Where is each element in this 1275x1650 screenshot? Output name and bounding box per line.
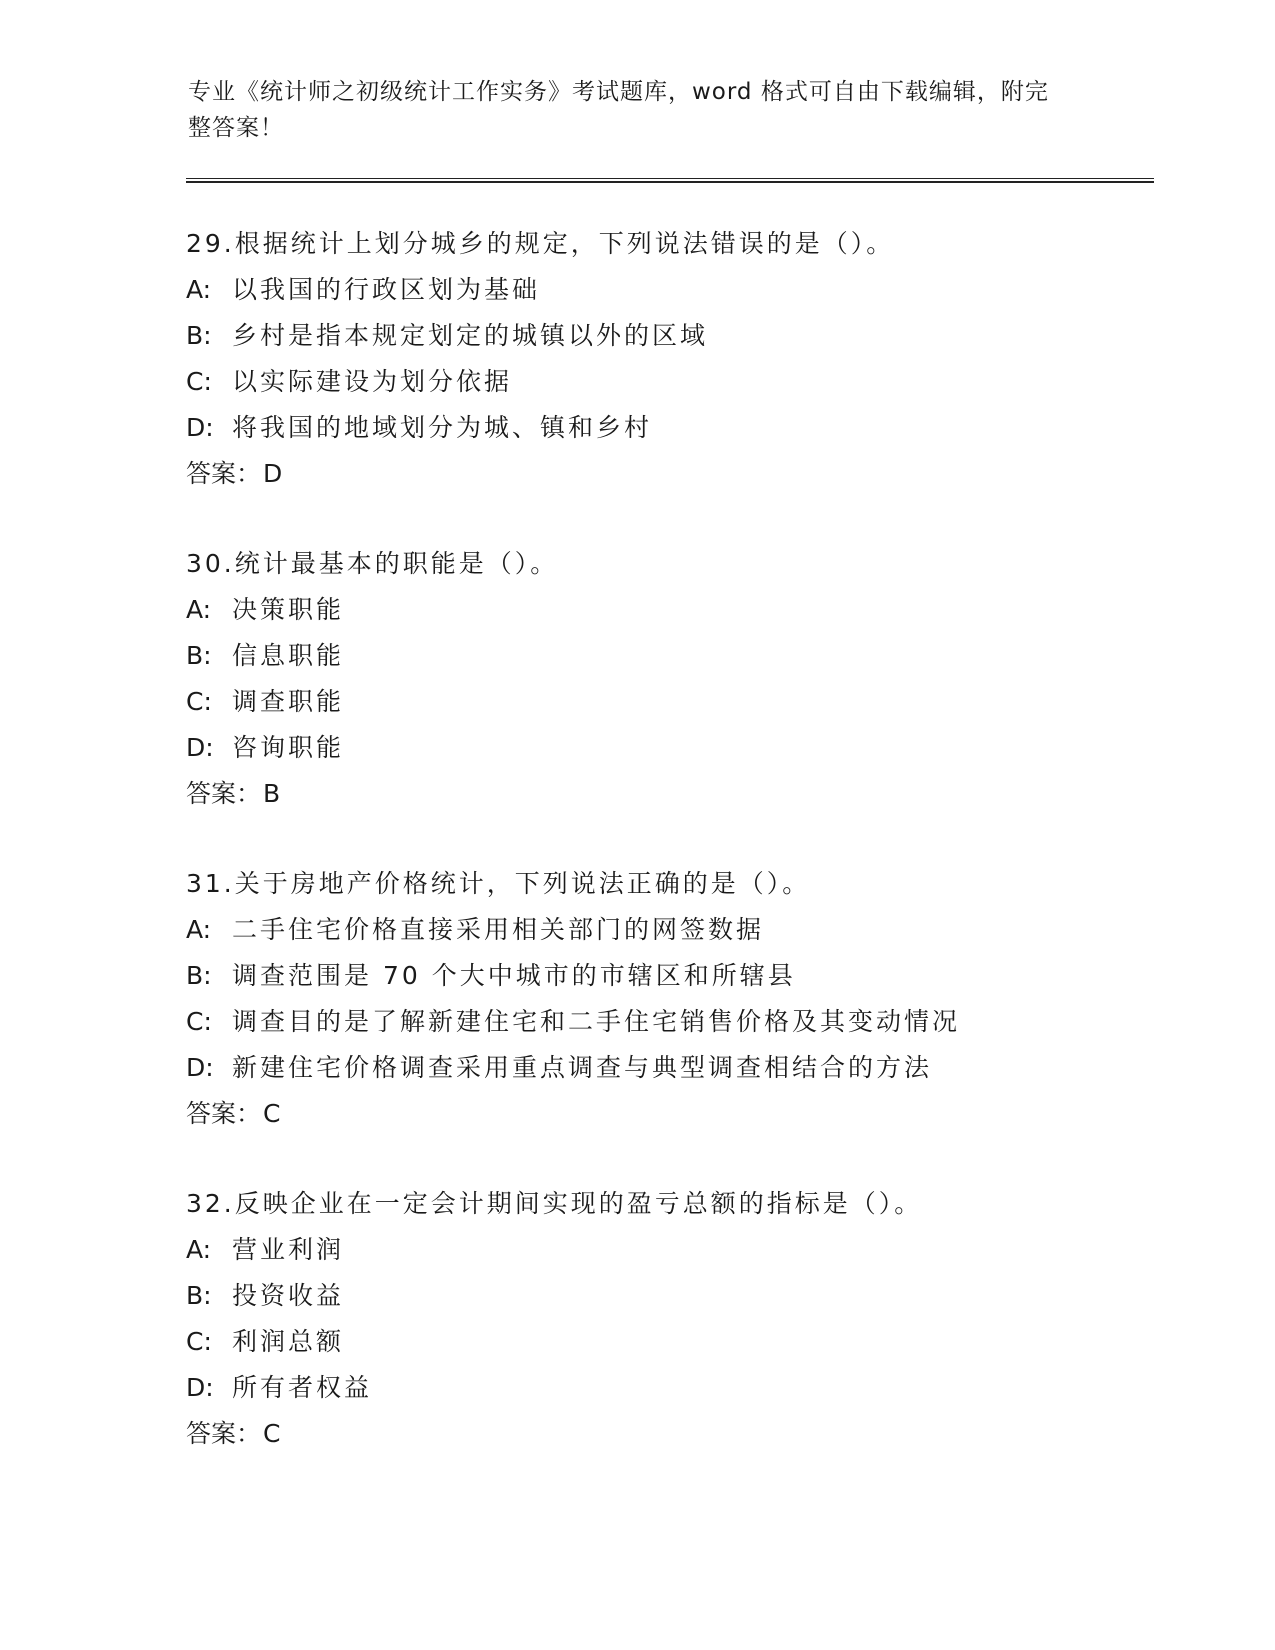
question-stem: 30.统计最基本的职能是（）。 xyxy=(186,549,559,578)
option-b xyxy=(186,313,1186,359)
option-c xyxy=(186,999,1186,1045)
option-label: A: xyxy=(186,915,212,944)
option-c xyxy=(186,679,1186,725)
option-a xyxy=(186,907,1186,953)
option-label: B: xyxy=(186,321,212,350)
header-divider xyxy=(186,178,1154,183)
option-d xyxy=(186,1045,1186,1091)
option-text: 以我国的行政区划为基础 xyxy=(232,275,541,304)
option-text: 将我国的地域划分为城、镇和乡村 xyxy=(232,413,653,442)
option-text: 乡村是指本规定划定的城镇以外的区域 xyxy=(232,321,709,350)
option-label: B: xyxy=(186,1281,212,1310)
answer-label: 答案： xyxy=(186,779,262,808)
option-text: 调查范围是 70 个大中城市的市辖区和所辖县 xyxy=(232,961,796,990)
answer-value: B xyxy=(263,779,281,808)
option-label: D: xyxy=(186,413,214,442)
option-label: C: xyxy=(186,687,212,716)
option-label: C: xyxy=(186,1327,212,1356)
option-a xyxy=(186,267,1186,313)
option-label: A: xyxy=(186,275,212,304)
answer-label: 答案： xyxy=(186,1419,262,1448)
option-text: 调查目的是了解新建住宅和二手住宅销售价格及其变动情况 xyxy=(232,1007,961,1036)
question-stem: 31.关于房地产价格统计，下列说法正确的是（）。 xyxy=(186,869,811,898)
option-a xyxy=(186,1227,1186,1273)
answer-value: C xyxy=(263,1419,281,1448)
option-d xyxy=(186,1365,1186,1411)
option-text: 调查职能 xyxy=(232,687,345,716)
option-text: 二手住宅价格直接采用相关部门的网签数据 xyxy=(232,915,765,944)
option-b xyxy=(186,1273,1186,1319)
question-stem: 32.反映企业在一定会计期间实现的盈亏总额的指标是（）。 xyxy=(186,1189,923,1218)
option-label: A: xyxy=(186,595,212,624)
answer-value: C xyxy=(263,1099,281,1128)
answer-line xyxy=(186,771,1186,817)
option-c xyxy=(186,1319,1186,1365)
question-32 xyxy=(186,1181,1186,1457)
option-label: D: xyxy=(186,1053,214,1082)
option-d xyxy=(186,405,1186,451)
option-text: 以实际建设为划分依据 xyxy=(232,367,513,396)
option-label: B: xyxy=(186,641,212,670)
option-d xyxy=(186,725,1186,771)
option-text: 利润总额 xyxy=(232,1327,345,1356)
option-b xyxy=(186,953,1186,999)
option-a xyxy=(186,587,1186,633)
answer-label: 答案： xyxy=(186,1099,262,1128)
option-label: C: xyxy=(186,1007,212,1036)
option-text: 决策职能 xyxy=(232,595,345,624)
option-label: D: xyxy=(186,1373,214,1402)
answer-line xyxy=(186,451,1186,497)
answer-line xyxy=(186,1411,1186,1457)
answer-line xyxy=(186,1091,1186,1137)
answer-label: 答案： xyxy=(186,459,262,488)
option-text: 新建住宅价格调查采用重点调查与典型调查相结合的方法 xyxy=(232,1053,933,1082)
option-label: A: xyxy=(186,1235,212,1264)
option-text: 所有者权益 xyxy=(232,1373,373,1402)
option-c xyxy=(186,359,1186,405)
question-30 xyxy=(186,541,1186,817)
option-label: D: xyxy=(186,733,214,762)
option-text: 投资收益 xyxy=(232,1281,345,1310)
question-29 xyxy=(186,221,1186,497)
question-stem: 29.根据统计上划分城乡的规定，下列说法错误的是（）。 xyxy=(186,229,895,258)
option-text: 信息职能 xyxy=(232,641,345,670)
question-31 xyxy=(186,861,1186,1137)
option-label: C: xyxy=(186,367,212,396)
option-label: B: xyxy=(186,961,212,990)
option-text: 营业利润 xyxy=(232,1235,345,1264)
option-b xyxy=(186,633,1186,679)
option-text: 咨询职能 xyxy=(232,733,345,762)
answer-value: D xyxy=(263,459,283,488)
document-header: 专业《统计师之初级统计工作实务》考试题库，word 格式可自由下载编辑，附完整答案！ xyxy=(188,79,1049,141)
